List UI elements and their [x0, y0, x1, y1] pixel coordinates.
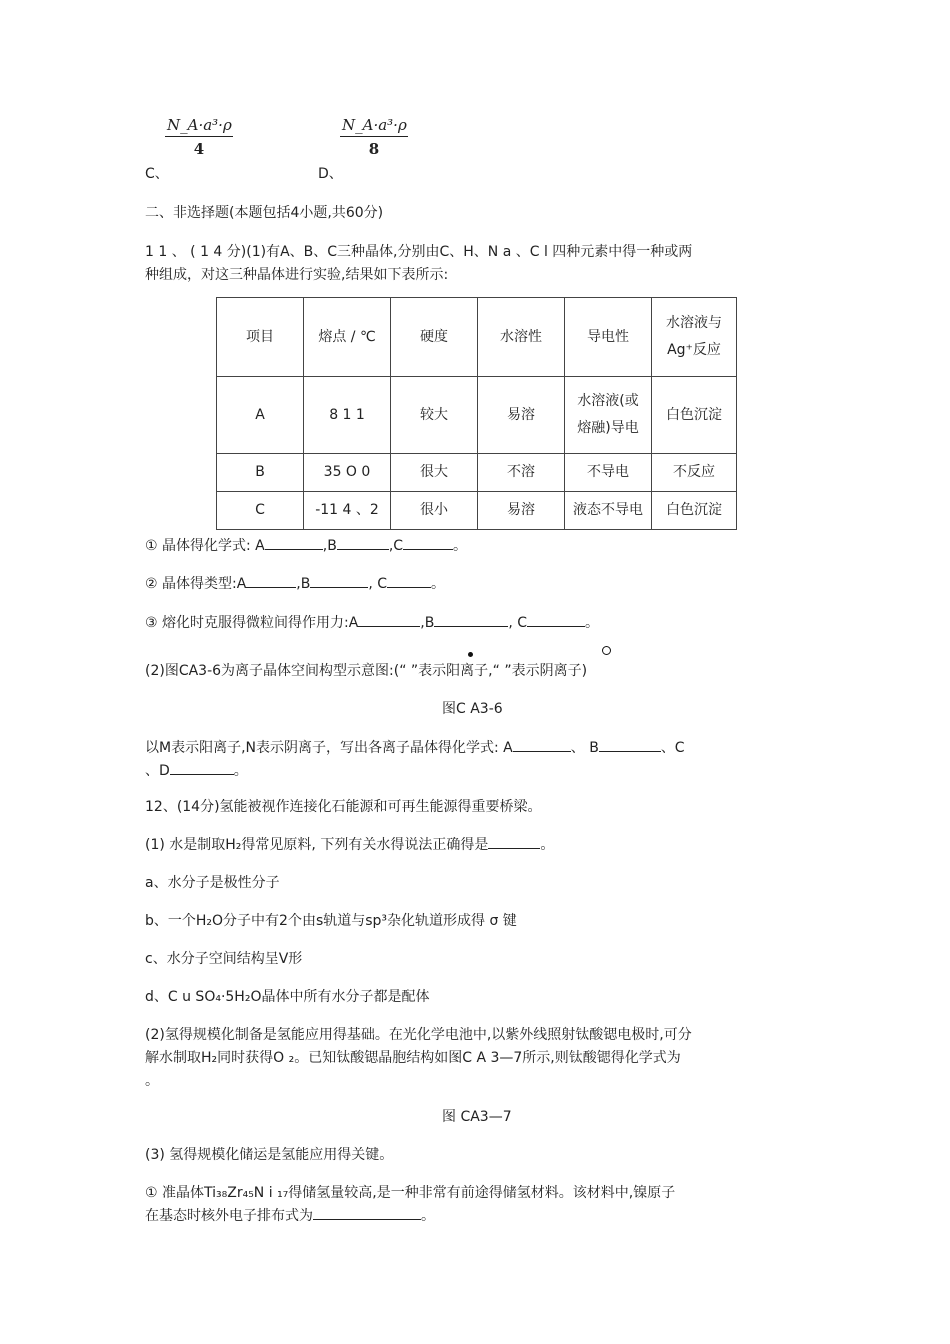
table-header	[652, 298, 737, 377]
q12-p3-1-line1: ① 准晶体Ti₃₈Zr₄₅N i ₁₇得储氢量较高,是一种非常有前途得储氢材料。该材料中,镍原子	[145, 1185, 676, 1201]
answer-blank[interactable]	[434, 614, 508, 627]
answer-blank[interactable]	[488, 836, 540, 849]
text: ,B	[296, 576, 311, 592]
table-header: 熔点 / ℃	[304, 298, 391, 377]
q12-option-c: c、水分子空间结构呈V形	[145, 951, 303, 967]
table-header: 导电性	[565, 298, 652, 377]
option-c-denominator: 4	[193, 140, 205, 158]
table-cell: B	[217, 454, 304, 492]
q12-option-a: a、水分子是极性分子	[145, 875, 280, 891]
q11-sub2	[145, 573, 445, 593]
header-line: 水溶液与	[666, 315, 722, 332]
cell-line: 水溶液(或	[577, 393, 639, 410]
text: 、D	[145, 763, 170, 779]
answer-blank[interactable]	[599, 739, 661, 752]
option-d-fraction	[340, 116, 408, 158]
table-header: 项目	[217, 298, 304, 377]
answer-blank[interactable]	[527, 614, 585, 627]
q12-option-d: d、C u SO₄·5H₂O晶体中所有水分子都是配体	[145, 989, 430, 1005]
text: ② 晶体得类型:A	[145, 576, 247, 592]
answer-blank[interactable]	[246, 575, 296, 588]
text: , C	[368, 576, 388, 592]
text: (1) 水是制取H₂得常见原料, 下列有关水得说法正确得是	[145, 837, 489, 853]
option-d-label: D、	[318, 166, 343, 182]
answer-blank[interactable]	[337, 537, 389, 550]
text: 。	[540, 837, 555, 853]
q12-title: 12、(14分)氢能被视作连接化石能源和可再生能源得重要桥梁。	[145, 799, 542, 815]
option-d-numerator: N_A·a³·ρ	[340, 116, 408, 137]
q12-option-b: b、一个H₂O分子中有2个由s轨道与sp³杂化轨道形成得 σ 键	[145, 913, 517, 929]
table-cell: 不溶	[478, 454, 565, 492]
table-cell: 很大	[391, 454, 478, 492]
header-line: Ag⁺反应	[667, 342, 721, 358]
table-cell: C	[217, 492, 304, 530]
answer-blank[interactable]	[513, 739, 571, 752]
q11-part2: (2)图CA3-6为离子晶体空间构型示意图:(“ ”表示阳离子,“ ”表示阴离子)	[145, 663, 588, 679]
table-cell: 白色沉淀	[652, 377, 737, 454]
q12-p2-line3: 。	[145, 1073, 159, 1089]
q12-p1	[145, 834, 554, 854]
section-title: 二、非选择题(本题包括4小题,共60分)	[145, 205, 384, 221]
table-header: 水溶性	[478, 298, 565, 377]
figure-label-ca3-6: 图C A3-6	[442, 701, 503, 717]
cell-line: 熔融)导电	[577, 420, 639, 436]
table-cell: 很小	[391, 492, 478, 530]
answer-blank[interactable]	[265, 537, 323, 550]
q11-sub3	[145, 612, 599, 632]
answer-blank[interactable]	[313, 1207, 421, 1220]
option-c-label: C、	[145, 166, 169, 182]
answer-blank[interactable]	[403, 537, 453, 550]
answer-blank[interactable]	[170, 762, 234, 775]
q12-p2-line2: 解水制取H₂同时获得O ₂。已知钛酸锶晶胞结构如图C A 3—7所示,则钛酸锶得化学式为	[145, 1050, 681, 1066]
text: 。	[421, 1208, 435, 1224]
text: 。	[431, 576, 446, 592]
table-cell: 易溶	[478, 492, 565, 530]
text: 、C	[660, 740, 685, 756]
text: 。	[585, 615, 600, 631]
text: 、 B	[570, 740, 599, 756]
answer-blank[interactable]	[310, 575, 368, 588]
table-cell: 较大	[391, 377, 478, 454]
option-d-denominator: 8	[368, 140, 380, 158]
q11-part2-line2	[145, 760, 248, 780]
q12-p3-1-line2	[145, 1205, 435, 1225]
q11-sub1	[145, 535, 467, 555]
answer-blank[interactable]	[387, 575, 431, 588]
text: , C	[508, 615, 528, 631]
q12-p3: (3) 氢得规模化储运是氢能应用得关键。	[145, 1147, 394, 1163]
table-cell: 白色沉淀	[652, 492, 737, 530]
text: 以M表示阳离子,N表示阴离子，写出各离子晶体得化学式: A	[145, 740, 513, 756]
text: 。	[233, 763, 248, 779]
option-c-fraction	[165, 116, 233, 158]
figure-label-ca3-7: 图 CA3—7	[442, 1109, 512, 1125]
text: ,B	[420, 615, 435, 631]
table-cell: 不导电	[565, 454, 652, 492]
option-c-numerator: N_A·a³·ρ	[165, 116, 233, 137]
text: ① 晶体得化学式: A	[145, 538, 265, 554]
text: ③ 熔化时克服得微粒间得作用力:A	[145, 615, 359, 631]
table-cell: -11 4 、2	[304, 492, 391, 530]
table-header: 硬度	[391, 298, 478, 377]
text: 。	[453, 538, 468, 554]
crystal-table	[216, 297, 737, 530]
text: ,C	[388, 538, 404, 554]
q11-part2-line1	[145, 737, 685, 757]
anion-symbol-icon	[602, 646, 611, 655]
q12-p2-line1: (2)氢得规模化制备是氢能应用得基础。在光化学电池中,以紫外线照射钛酸锶电极时,可分	[145, 1027, 692, 1043]
table-cell: 35 O 0	[304, 454, 391, 492]
table-cell: 易溶	[478, 377, 565, 454]
table-cell: 不反应	[652, 454, 737, 492]
table-cell: 液态不导电	[565, 492, 652, 530]
q11-line2: 种组成，对这三种晶体进行实验,结果如下表所示:	[145, 267, 449, 283]
table-cell	[565, 377, 652, 454]
text: 在基态时核外电子排布式为	[145, 1208, 313, 1224]
cation-symbol-icon	[468, 652, 473, 657]
q11-line1: 1 1 、 ( 1 4 分)(1)有A、B、C三种晶体,分别由C、H、N a 、C l 四种元素中得一种或两	[145, 244, 693, 260]
table-cell: 8 1 1	[304, 377, 391, 454]
table-cell: A	[217, 377, 304, 454]
text: ,B	[322, 538, 337, 554]
answer-blank[interactable]	[358, 614, 420, 627]
